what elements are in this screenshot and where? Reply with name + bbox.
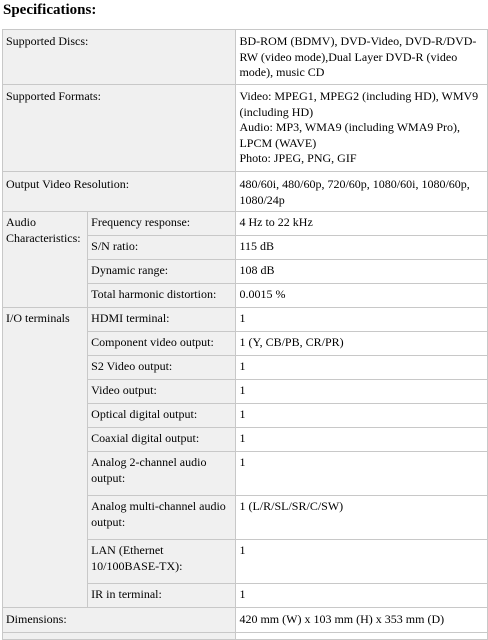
- specifications-table: [2, 29, 488, 640]
- spec-sublabel: Analog 2-channel audio output:: [88, 452, 235, 495]
- spec-value: 1 (Y, CB/PB, CR/PR): [236, 332, 487, 355]
- page-title: Specifications:: [3, 2, 97, 18]
- spec-value: 115 dB: [236, 236, 487, 259]
- spec-group-label: Audio Characteristics:: [3, 212, 87, 307]
- format-video: Video: MPEG1, MPEG2 (including HD), WMV9 (including HD): [239, 89, 479, 119]
- spec-value: 1: [236, 452, 487, 495]
- spec-value: 420 mm (W) x 103 mm (H) x 353 mm (D): [236, 608, 487, 632]
- spec-sublabel: S2 Video output:: [88, 356, 235, 379]
- spec-sublabel: HDMI terminal:: [88, 308, 235, 331]
- spec-value: 108 dB: [236, 260, 487, 283]
- spec-row-supported-discs: [3, 30, 487, 84]
- spec-value: 1: [236, 428, 487, 451]
- spec-sublabel: Video output:: [88, 380, 235, 403]
- spec-row-dimensions: [3, 608, 487, 632]
- spec-sublabel: IR in terminal:: [88, 584, 235, 607]
- spec-value: 1: [236, 356, 487, 379]
- spec-row-audio: [3, 212, 487, 235]
- spec-value: 1: [236, 404, 487, 427]
- spec-value-empty: [236, 633, 487, 639]
- spec-value: 1: [236, 380, 487, 403]
- spec-value: 1: [236, 540, 487, 583]
- spec-sublabel: Component video output:: [88, 332, 235, 355]
- spec-value: [236, 85, 487, 171]
- spec-label-empty: [3, 633, 235, 639]
- spec-label: Supported Discs:: [3, 30, 235, 84]
- spec-group-label: I/O terminals: [3, 308, 87, 607]
- spec-sublabel: LAN (Ethernet 10/100BASE-TX):: [88, 540, 235, 583]
- spec-value: 1: [236, 308, 487, 331]
- spec-value: 1 (L/R/SL/SR/C/SW): [236, 496, 487, 539]
- spec-row-output-video-resolution: [3, 172, 487, 211]
- spec-sublabel: Total harmonic distortion:: [88, 284, 235, 307]
- spec-value: 0.0015 %: [236, 284, 487, 307]
- spec-sublabel: Coaxial digital output:: [88, 428, 235, 451]
- spec-sublabel: Optical digital output:: [88, 404, 235, 427]
- spec-label: Supported Formats:: [3, 85, 235, 171]
- spec-row-io: [3, 308, 487, 331]
- spec-label: Dimensions:: [3, 608, 235, 632]
- spec-sublabel: Frequency response:: [88, 212, 235, 235]
- spec-value: 4 Hz to 22 kHz: [236, 212, 487, 235]
- spec-sublabel: Analog multi-channel audio output:: [88, 496, 235, 539]
- spec-sublabel: S/N ratio:: [88, 236, 235, 259]
- spec-value: 480/60i, 480/60p, 720/60p, 1080/60i, 1080/60p, 1080/24p: [236, 172, 487, 211]
- spec-value: BD-ROM (BDMV), DVD-Video, DVD-R/DVD-RW (video mode),Dual Layer DVD-R (video mode), music CD: [236, 30, 487, 84]
- spec-label: Output Video Resolution:: [3, 172, 235, 211]
- spec-row-partial: [3, 633, 487, 639]
- spec-row-supported-formats: [3, 85, 487, 171]
- spec-sublabel: Dynamic range:: [88, 260, 235, 283]
- format-photo: Photo: JPEG, PNG, GIF: [239, 151, 357, 165]
- format-audio: Audio: MP3, WMA9 (including WMA9 Pro), LPCM (WAVE): [239, 120, 461, 150]
- spec-value: 1: [236, 584, 487, 607]
